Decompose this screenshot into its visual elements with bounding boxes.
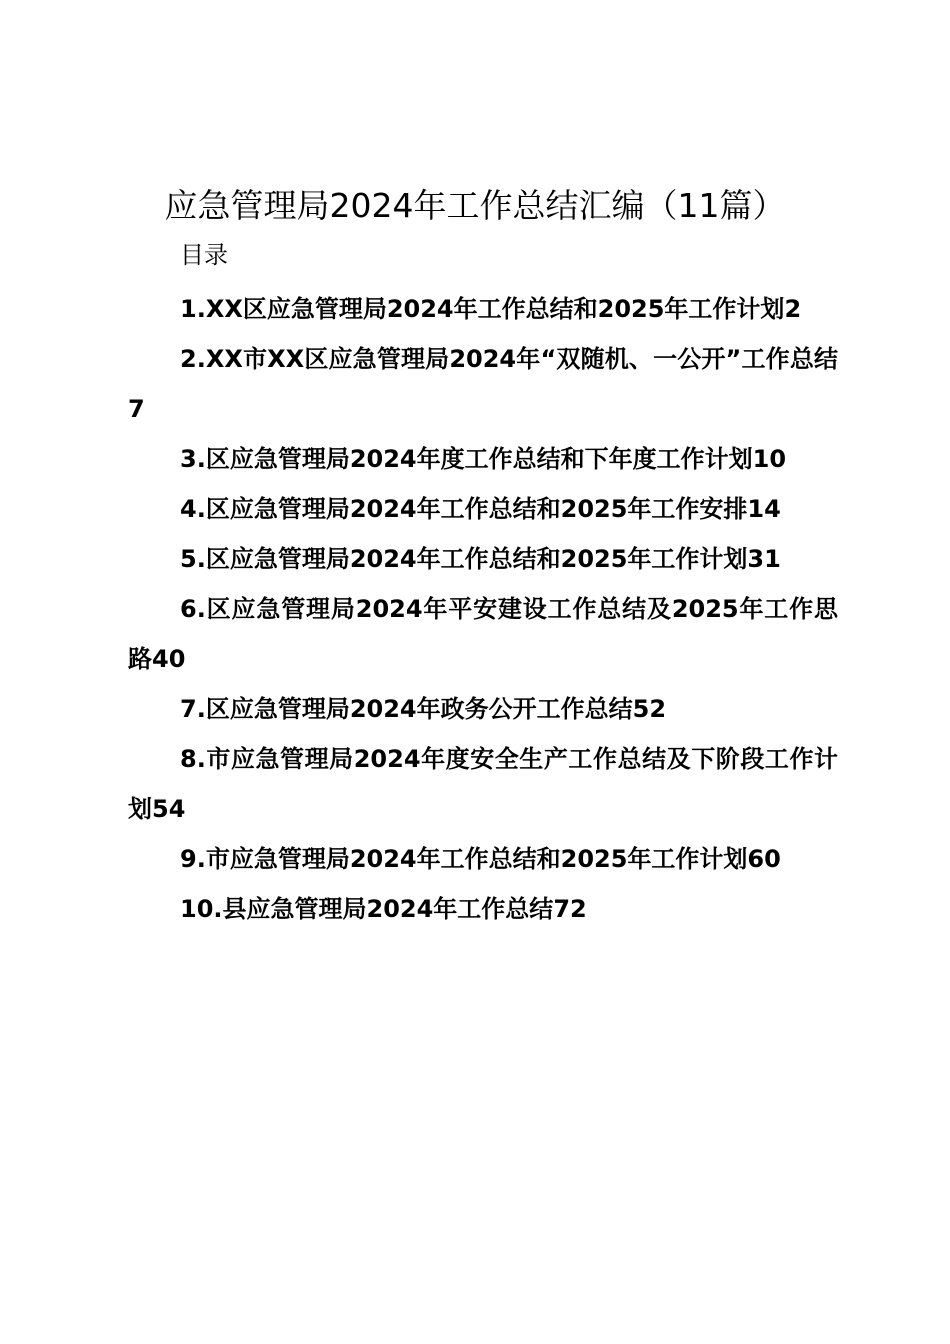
toc-item-page: 72: [553, 895, 587, 923]
toc-item-title: 区应急管理局2024年度工作总结和下年度工作计划: [205, 445, 753, 473]
toc-item-title: 区应急管理局2024年工作总结和2025年工作安排: [205, 495, 748, 523]
toc-item-page: 54: [152, 795, 186, 823]
toc-item: [128, 534, 838, 584]
toc-item-title: XX市XX区应急管理局2024年“双随机、一公开”工作总结: [205, 345, 838, 373]
toc-heading: 目录: [180, 241, 228, 269]
toc-item-number: 6.: [180, 595, 206, 623]
toc-item-number: 8.: [180, 745, 206, 773]
toc-item-number: 5.: [180, 545, 206, 573]
toc-item-page: 14: [747, 495, 781, 523]
toc-item-title: 区应急管理局2024年政务公开工作总结: [205, 695, 633, 723]
toc-item: [128, 434, 838, 484]
toc-item-title: XX区应急管理局2024年工作总结和2025年工作计划: [205, 295, 785, 323]
toc-item-number: 7.: [180, 695, 206, 723]
toc-item-title: 市应急管理局2024年工作总结和2025年工作计划: [205, 845, 748, 873]
table-of-contents: [128, 284, 838, 934]
toc-item-page: 52: [632, 695, 667, 723]
toc-item-title: 县应急管理局2024年工作总结: [222, 895, 554, 923]
toc-item: [128, 584, 838, 684]
toc-item-number: 3.: [180, 445, 206, 473]
toc-item: [128, 734, 838, 834]
toc-item-number: 10.: [180, 895, 223, 923]
toc-item-title: 区应急管理局2024年平安建设工作总结及2025年工作思路: [128, 595, 838, 673]
document-title: 应急管理局2024年工作总结汇编（11篇）: [164, 186, 786, 225]
toc-item: [128, 334, 838, 434]
toc-item-page: 31: [747, 545, 781, 573]
toc-item-title: 区应急管理局2024年工作总结和2025年工作计划: [205, 545, 748, 573]
toc-item: [128, 884, 838, 934]
toc-item: [128, 834, 838, 884]
toc-item-title: 市应急管理局2024年度安全生产工作总结及下阶段工作计划: [128, 745, 838, 823]
toc-item-number: 4.: [180, 495, 206, 523]
toc-item-page: 10: [752, 445, 787, 473]
toc-item-number: 1.: [180, 295, 206, 323]
toc-item: [128, 484, 838, 534]
toc-item-page: 60: [747, 845, 781, 873]
toc-item: [128, 284, 838, 334]
toc-item: [128, 684, 838, 734]
toc-item-page: 7: [128, 395, 145, 423]
toc-item-number: 2.: [180, 345, 206, 373]
toc-item-number: 9.: [180, 845, 206, 873]
toc-item-page: 2: [784, 295, 802, 323]
toc-item-page: 40: [152, 645, 186, 673]
